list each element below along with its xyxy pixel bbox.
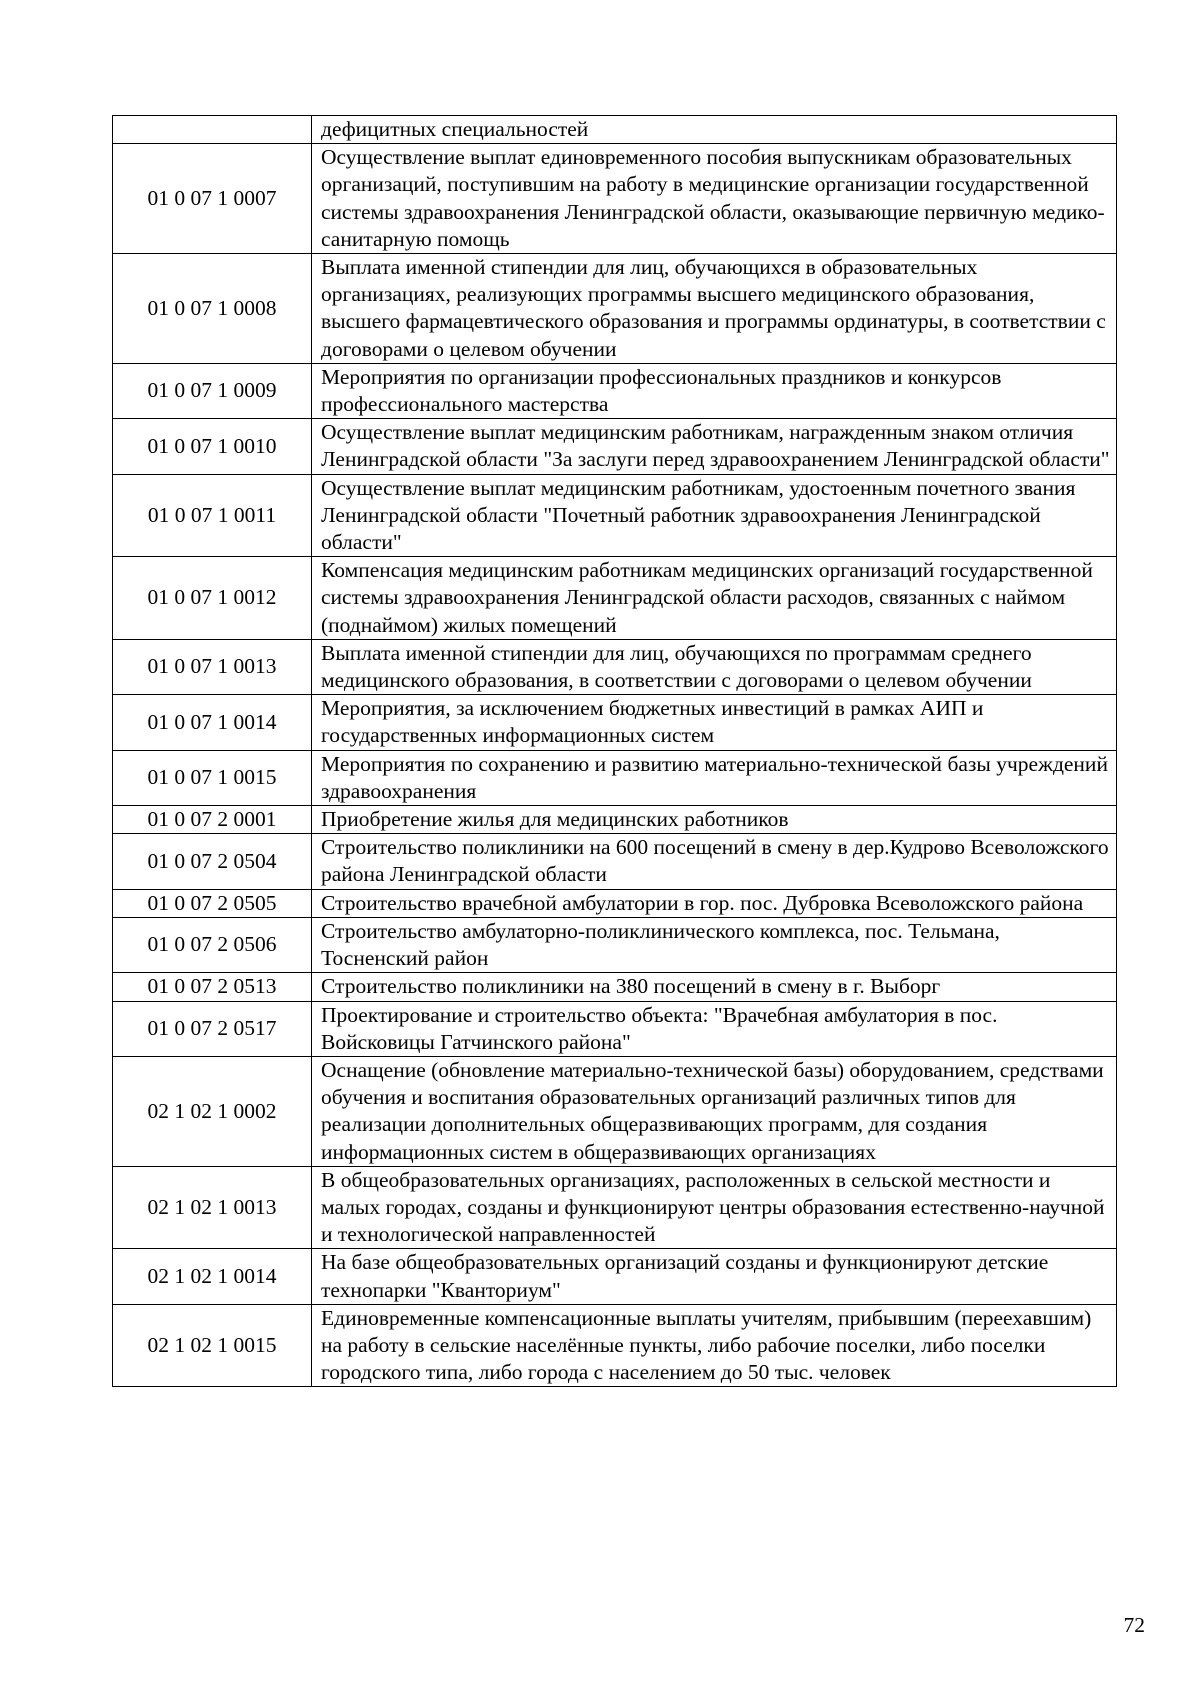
- code-cell: 01 0 07 2 0517: [113, 1001, 312, 1056]
- table-row: [113, 750, 1117, 805]
- description-cell: Мероприятия, за исключением бюджетных инвестиций в рамках АИП и государственных информационных систем: [312, 695, 1117, 750]
- code-cell: 01 0 07 1 0015: [113, 750, 312, 805]
- table-row: [113, 889, 1117, 917]
- description-cell: Строительство амбулаторно-поликлинического комплекса, пос. Тельмана, Тосненский район: [312, 917, 1117, 972]
- description-cell: Выплата именной стипендии для лиц, обучающихся в образовательных организациях, реализующих программы высшего медицинского образования, высшего фармацевтического образования и программы ординатуры, в соответствии с договорами о целевом обучении: [312, 254, 1117, 364]
- table-row: [113, 1166, 1117, 1249]
- code-cell: 01 0 07 2 0001: [113, 806, 312, 834]
- code-cell: 01 0 07 1 0010: [113, 419, 312, 474]
- code-cell: 01 0 07 1 0013: [113, 639, 312, 694]
- table-row: [113, 917, 1117, 972]
- description-cell: Мероприятия по сохранению и развитию материально-технической базы учреждений здравоохранения: [312, 750, 1117, 805]
- description-cell: Оснащение (обновление материально-технической базы) оборудованием, средствами обучения и воспитания образовательных организаций различных типов для реализации дополнительных общеразвивающих программ, для создания информационных систем в общеразвивающих организациях: [312, 1056, 1117, 1166]
- description-cell: Строительство врачебной амбулатории в гор. пос. Дубровка Всеволожского района: [312, 889, 1117, 917]
- code-cell: 01 0 07 2 0513: [113, 973, 312, 1001]
- code-cell: 01 0 07 2 0504: [113, 834, 312, 889]
- description-cell: Единовременные компенсационные выплаты учителям, прибывшим (переехавшим) на работу в сельские населённые пункты, либо рабочие поселки, либо поселки городского типа, либо города с населением до 50 тыс. человек: [312, 1304, 1117, 1387]
- description-cell: Выплата именной стипендии для лиц, обучающихся по программам среднего медицинского образования, в соответствии с договорами о целевом обучении: [312, 639, 1117, 694]
- description-cell: Строительство поликлиники на 380 посещений в смену в г. Выборг: [312, 973, 1117, 1001]
- code-cell: 01 0 07 1 0007: [113, 144, 312, 254]
- table-row: [113, 973, 1117, 1001]
- table-row: [113, 557, 1117, 640]
- description-cell: В общеобразовательных организациях, расположенных в сельской местности и малых городах, созданы и функционируют центры образования естественно-научной и технологической направленностей: [312, 1166, 1117, 1249]
- table-row: [113, 1001, 1117, 1056]
- description-cell: Приобретение жилья для медицинских работников: [312, 806, 1117, 834]
- code-cell: 02 1 02 1 0015: [113, 1304, 312, 1387]
- table-row: [113, 639, 1117, 694]
- description-cell: Мероприятия по организации профессиональных праздников и конкурсов профессионального мастерства: [312, 363, 1117, 418]
- code-cell: 02 1 02 1 0002: [113, 1056, 312, 1166]
- description-cell: Строительство поликлиники на 600 посещений в смену в дер.Кудрово Всеволожского района Ленинградской области: [312, 834, 1117, 889]
- code-cell: 01 0 07 1 0011: [113, 474, 312, 557]
- table-body: [113, 116, 1117, 1387]
- table-row: [113, 1304, 1117, 1387]
- code-cell: 01 0 07 1 0012: [113, 557, 312, 640]
- code-cell: 02 1 02 1 0014: [113, 1249, 312, 1304]
- code-cell: 01 0 07 1 0014: [113, 695, 312, 750]
- description-cell: Осуществление выплат единовременного пособия выпускникам образовательных организаций, поступившим на работу в медицинские организации государственной системы здравоохранения Ленинградской области, оказывающие первичную медико-санитарную помощь: [312, 144, 1117, 254]
- code-cell: [113, 116, 312, 144]
- code-cell: 01 0 07 2 0506: [113, 917, 312, 972]
- table-row: [113, 116, 1117, 144]
- description-cell: Компенсация медицинским работникам медицинских организаций государственной системы здравоохранения Ленинградской области расходов, связанных с наймом (поднаймом) жилых помещений: [312, 557, 1117, 640]
- table-row: [113, 419, 1117, 474]
- description-cell: На базе общеобразовательных организаций созданы и функционируют детские технопарки "Кванториум": [312, 1249, 1117, 1304]
- code-cell: 01 0 07 2 0505: [113, 889, 312, 917]
- page-number: 72: [1123, 1613, 1145, 1637]
- description-cell: Осуществление выплат медицинским работникам, награжденным знаком отличия Ленинградской области "За заслуги перед здравоохранением Ленинградской области": [312, 419, 1117, 474]
- table-row: [113, 695, 1117, 750]
- table-row: [113, 144, 1117, 254]
- table-row: [113, 1249, 1117, 1304]
- description-cell: дефицитных специальностей: [312, 116, 1117, 144]
- table-row: [113, 1056, 1117, 1166]
- code-cell: 01 0 07 1 0008: [113, 254, 312, 364]
- table-row: [113, 834, 1117, 889]
- table-row: [113, 254, 1117, 364]
- table-row: [113, 363, 1117, 418]
- table-row: [113, 474, 1117, 557]
- budget-codes-table: [112, 115, 1117, 1387]
- table-row: [113, 806, 1117, 834]
- description-cell: Проектирование и строительство объекта: "Врачебная амбулатория в пос. Войсковицы Гатчинского района": [312, 1001, 1117, 1056]
- code-cell: 01 0 07 1 0009: [113, 363, 312, 418]
- code-cell: 02 1 02 1 0013: [113, 1166, 312, 1249]
- description-cell: Осуществление выплат медицинским работникам, удостоенным почетного звания Ленинградской области "Почетный работник здравоохранения Ленинградской области": [312, 474, 1117, 557]
